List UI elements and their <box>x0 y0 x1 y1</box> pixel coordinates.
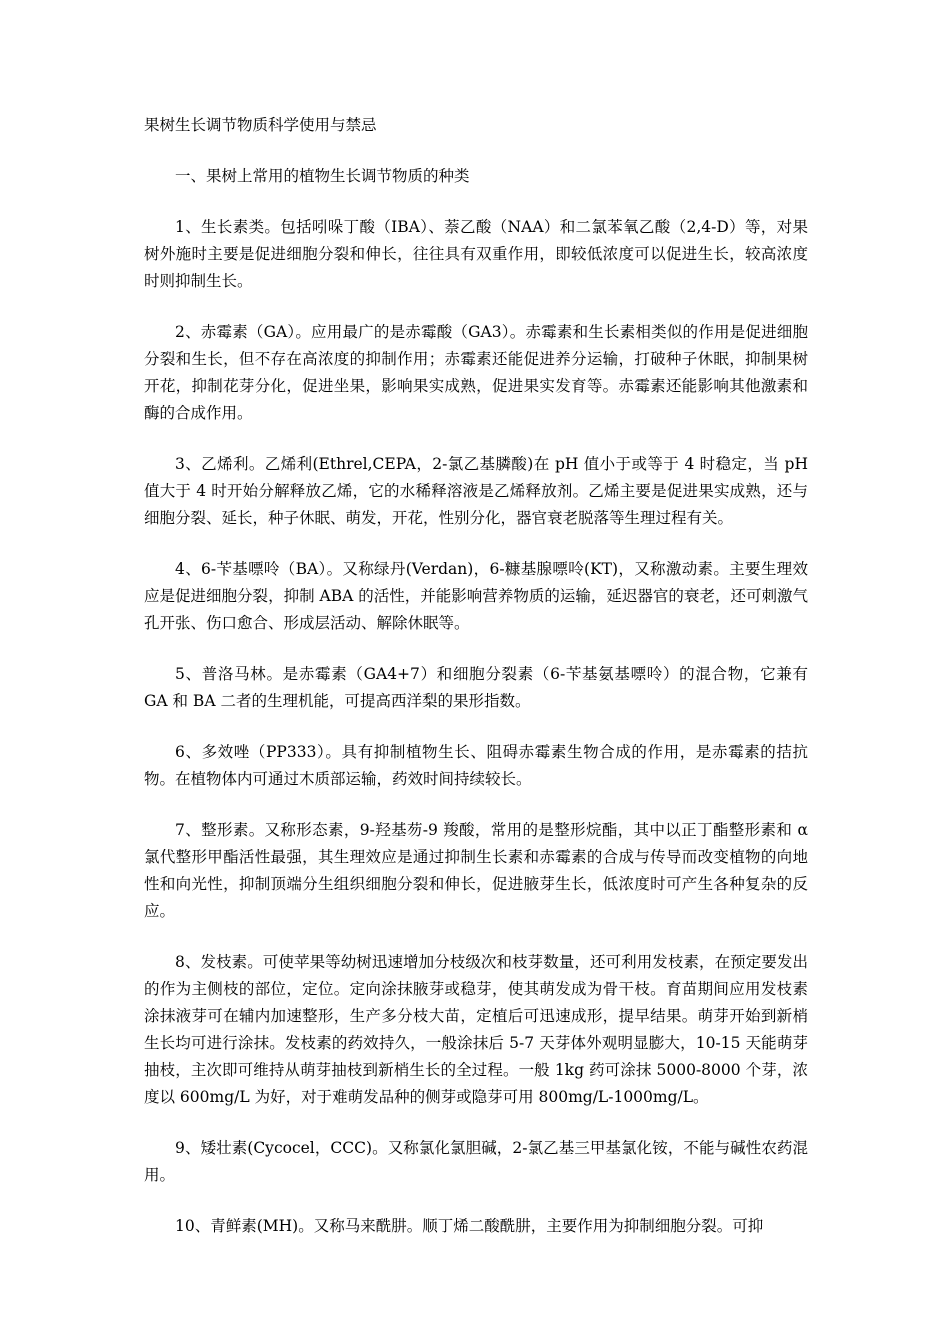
document-page <box>144 112 808 1264</box>
paragraph-8: 8、发枝素。可使苹果等幼树迅速增加分枝级次和枝芽数量，还可利用发枝素，在预定要发出的作为主侧枝的部位，定位。定向涂抹腋芽或稳芽，使其萌发成为骨干枝。育苗期间应用发枝素涂抹液芽可在辅内加速整形，生产多分枝大苗，定植后可迅速成形，提早结果。萌芽开始到新梢生长均可进行涂抹。发枝素的药效持久，一般涂抹后 5-7 天芽体外观明显膨大，10-15 天能萌芽抽枝，主次即可维持从萌芽抽枝到新梢生长的全过程。一般 1kg 药可涂抹 5000-8000 个芽，浓度以 600mg/L 为好，对于难萌发品种的侧芽或隐芽可用 800mg/L-1000mg/L。 <box>144 953 808 1106</box>
paragraph-6: 6、多效唑（PP333）。具有抑制植物生长、阻碍赤霉素生物合成的作用，是赤霉素的拮抗物。在植物体内可通过木质部运输，药效时间持续较长。 <box>144 743 808 788</box>
paragraph-5: 5、普洛马林。是赤霉素（GA4+7）和细胞分裂素（6-苄基氨基嘌呤）的混合物，它兼有 GA 和 BA 二者的生理机能，可提高西洋梨的果形指数。 <box>144 665 808 710</box>
paragraph-7: 7、整形素。又称形态素，9-羟基芴-9 羧酸，常用的是整形烷酯，其中以正丁酯整形素和 α 氯代整形甲酯活性最强，其生理效应是通过抑制生长素和赤霉素的合成与传导而改变植物的向地性和向光性，抑制顶端分生组织细胞分裂和伸长，促进腋芽生长，低浓度时可产生各种复杂的反应。 <box>144 821 808 920</box>
section-heading: 一、果树上常用的植物生长调节物质的种类 <box>175 167 470 185</box>
paragraph-3: 3、乙烯利。乙烯利(Ethrel,CEPA，2-氯乙基膦酸)在 pH 值小于或等于 4 时稳定，当 pH 值大于 4 时开始分解释放乙烯，它的水稀释溶液是乙烯释放剂。乙烯主要是促进果实成熟，还与细胞分裂、延长，种子休眠、萌发，开花，性别分化，器官衰老脱落等生理过程有关。 <box>144 455 808 527</box>
paragraph-1: 1、生长素类。包括吲哚丁酸（IBA）、萘乙酸（NAA）和二氯苯氧乙酸（2,4-D）等，对果树外施时主要是促进细胞分裂和伸长，往往具有双重作用，即较低浓度可以促进生长，较高浓度时则抑制生长。 <box>144 218 808 290</box>
paragraph-9: 9、矮壮素(Cycocel，CCC)。又称氯化氯胆碱，2-氯乙基三甲基氯化铵，不能与碱性农药混用。 <box>144 1139 808 1184</box>
paragraph-2: 2、赤霉素（GA）。应用最广的是赤霉酸（GA3）。赤霉素和生长素相类似的作用是促进细胞分裂和生长，但不存在高浓度的抑制作用；赤霉素还能促进养分运输，打破种子休眠，抑制果树开花，抑制花芽分化，促进坐果，影响果实成熟，促进果实发育等。赤霉素还能影响其他激素和酶的合成作用。 <box>144 323 808 422</box>
paragraph-10: 10、青鲜素(MH)。又称马来酰肼。顺丁烯二酸酰肼，主要作用为抑制细胞分裂。可抑 <box>175 1217 764 1235</box>
paragraph-4: 4、6-苄基嘌呤（BA）。又称绿丹(Verdan)，6-糠基腺嘌呤(KT)，又称激动素。主要生理效应是促进细胞分裂，抑制 ABA 的活性，并能影响营养物质的运输，延迟器官的衰老，还可刺激气孔开张、伤口愈合、形成层活动、解除休眠等。 <box>144 560 808 632</box>
document-title: 果树生长调节物质科学使用与禁忌 <box>144 116 377 134</box>
